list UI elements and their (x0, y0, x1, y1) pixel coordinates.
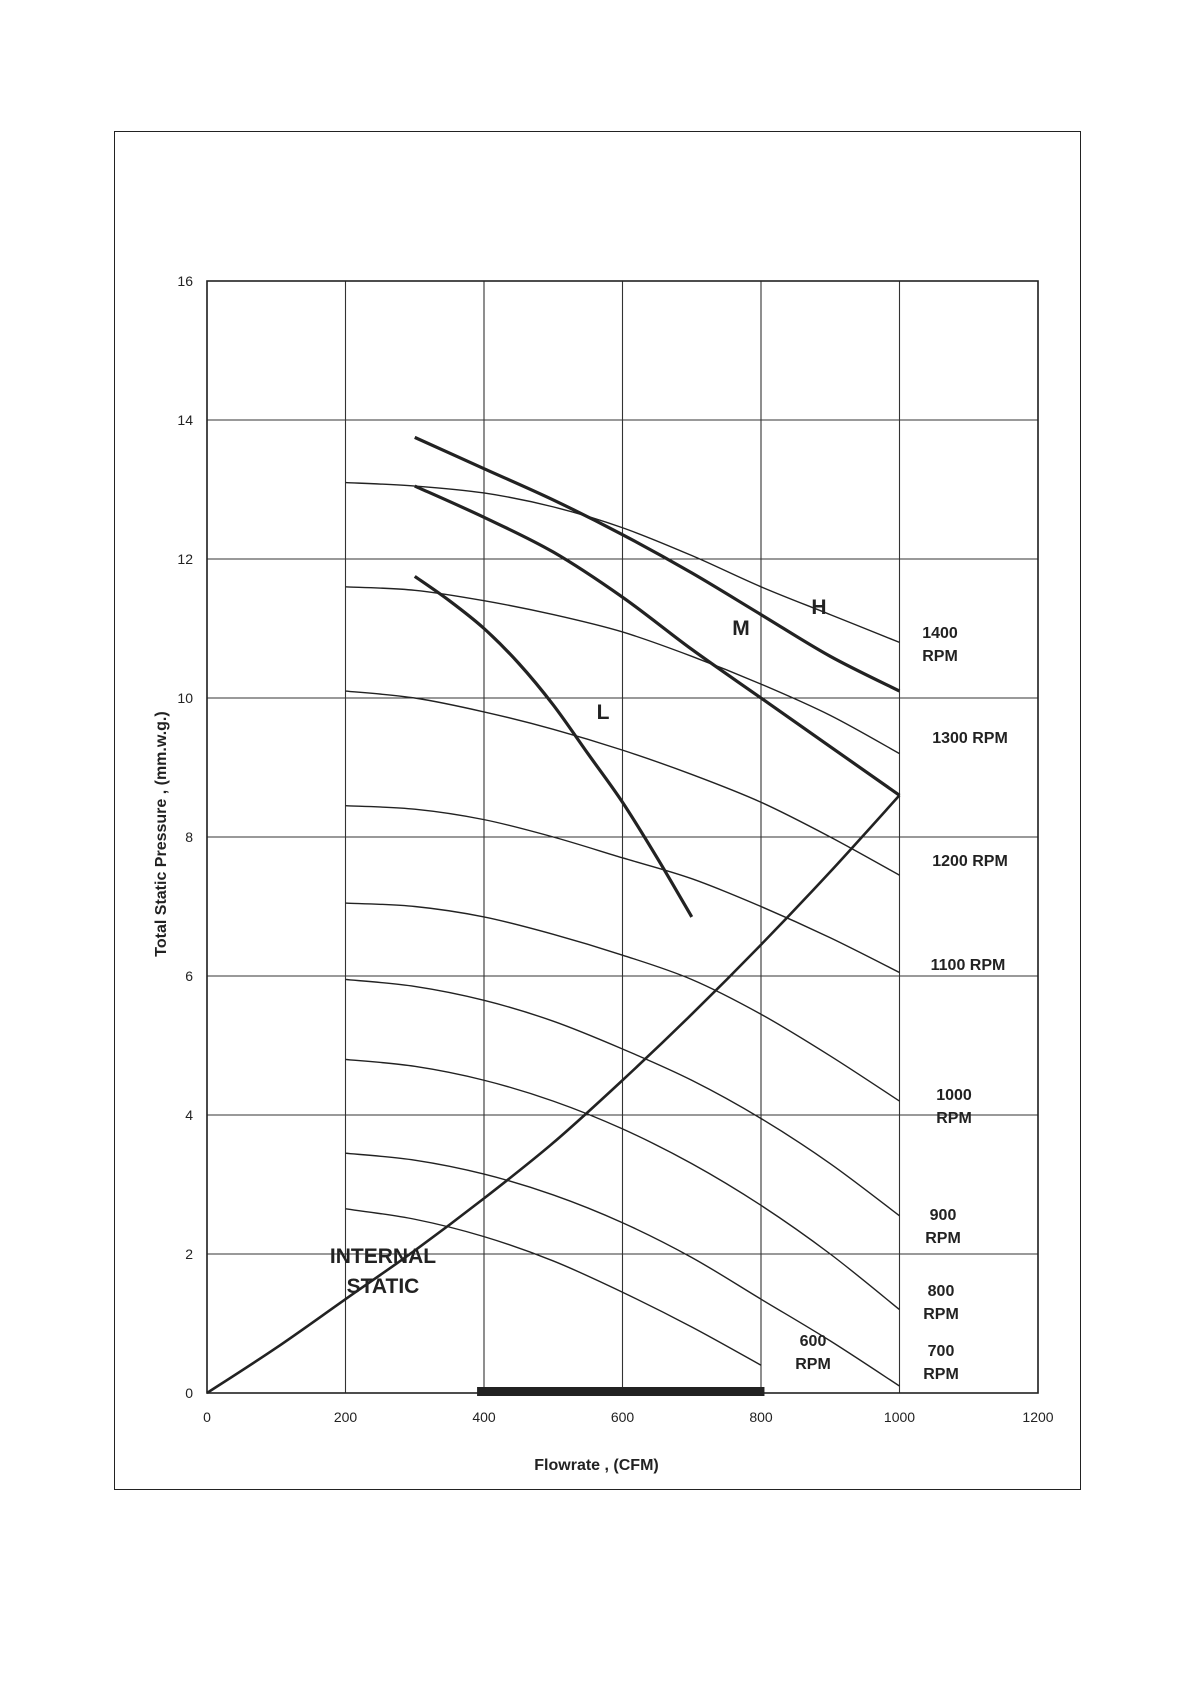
x-tick-label: 400 (472, 1409, 496, 1425)
operating-range-bar (477, 1387, 764, 1396)
rpm-curve-label: RPM (925, 1230, 961, 1247)
x-tick-label: 600 (610, 1409, 635, 1425)
y-tick-label: 14 (177, 412, 193, 428)
y-tick-label: 8 (185, 829, 193, 845)
rpm-curve-label: 1400 (922, 625, 958, 642)
y-tick-label: 16 (177, 273, 193, 289)
rpm-curve-label: 600 (799, 1333, 827, 1350)
internal-static-curve (207, 795, 900, 1393)
y-tick-label: 10 (177, 690, 193, 706)
rpm-curve-label: 900 (929, 1207, 957, 1224)
rpm-curve-label: RPM (922, 648, 958, 665)
rpm-curve-label: 1300 RPM (932, 730, 1008, 747)
y-tick-label: 12 (177, 551, 193, 567)
speed-mode-curve-m (415, 486, 900, 795)
speed-mode-label: H (811, 596, 827, 619)
x-axis-title: Flowrate , (CFM) (534, 1457, 659, 1474)
speed-mode-curve-h (415, 437, 900, 691)
rpm-curve-label: RPM (795, 1356, 831, 1373)
rpm-curve-label: 1100 RPM (930, 957, 1006, 974)
y-tick-label: 4 (185, 1107, 193, 1123)
speed-mode-label: M (732, 617, 750, 640)
rpm-curve-label: RPM (936, 1110, 972, 1127)
speed-mode-label: L (596, 701, 610, 724)
y-tick-label: 0 (185, 1385, 193, 1401)
y-tick-label: 6 (185, 968, 193, 984)
x-tick-label: 0 (203, 1409, 211, 1425)
x-tick-label: 1000 (883, 1409, 916, 1425)
rpm-curve-label: RPM (923, 1366, 959, 1383)
y-axis-title: Total Static Pressure , (mm.w.g.) (153, 711, 170, 957)
internal-static-label: STATIC (346, 1275, 420, 1298)
y-tick-label: 2 (185, 1246, 193, 1262)
rpm-curve-label: 700 (927, 1343, 955, 1360)
rpm-curve-label: 1000 (936, 1087, 972, 1104)
rpm-curve-label: RPM (923, 1306, 959, 1323)
internal-static-label: INTERNAL (329, 1245, 437, 1268)
rpm-curve-label: 800 (927, 1283, 955, 1300)
rpm-curve-label: 1200 RPM (932, 853, 1008, 870)
x-tick-label: 1200 (1022, 1409, 1054, 1425)
x-tick-label: 800 (749, 1409, 773, 1425)
x-tick-label: 200 (333, 1409, 358, 1425)
